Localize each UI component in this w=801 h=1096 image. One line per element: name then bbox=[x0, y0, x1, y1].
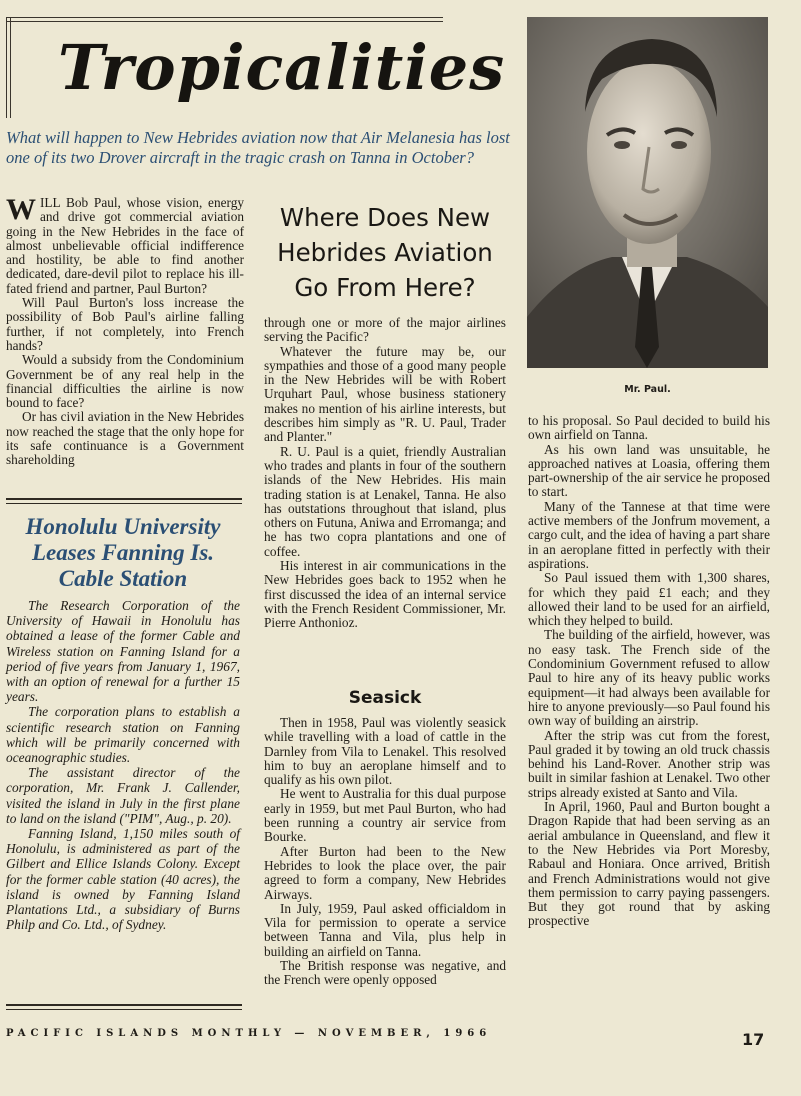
drop-cap: W bbox=[6, 193, 36, 226]
paragraph: ILL Bob Paul, whose vision, energy and drive got commercial aviation going in the New Hebrides in the face of almost unbelievable official indifference and hostility, be able to find another dedicated, dare-devil pilot to replace his ill-fated friend and partner, Paul Burton? bbox=[6, 195, 244, 296]
paragraph: So Paul issued them with 1,300 shares, for which they paid £1 each; and they allowed their land to be used for an airfield, which they helped to build. bbox=[528, 570, 770, 629]
column-3-article bbox=[528, 414, 770, 929]
masthead-rule-left bbox=[6, 17, 11, 118]
paragraph: His interest in air communications in the New Hebrides goes back to 1952 when he first discussed the idea of an internal service with the French Resident Commissioner, Mr. Pierre Anthonioz. bbox=[264, 558, 506, 631]
intro-deck: What will happen to New Hebrides aviation now that Air Melanesia has lost one of its two Drover aircraft in the tragic crash on Tanna in October? bbox=[6, 128, 510, 167]
column-1-article bbox=[6, 193, 244, 468]
section-rule bbox=[6, 1004, 242, 1010]
paragraph: After the strip was cut from the forest, Paul graded it by towing an old truck chassis behind his Land-Rover. Another strip was built in similar fashion at Lenakel. Two other strips already existed at Santo and Vila. bbox=[528, 727, 770, 800]
paragraph: to his proposal. So Paul decided to build his own airfield on Tanna. bbox=[528, 413, 770, 443]
paragraph: Many of the Tannese at that time were active members of the Jonfrum movement, a cargo cult, and the idea of having a part share in an aeroplane fitted in perfectly with their aspirations. bbox=[528, 498, 770, 571]
paragraph: The British response was negative, and the French were openly opposed bbox=[264, 958, 506, 988]
portrait-photo bbox=[527, 17, 768, 368]
paragraph: In July, 1959, Paul asked officialdom in Vila for permission to operate a service between Tanna and Vila, plus help in building an airfield on Tanna. bbox=[264, 900, 506, 959]
photo-caption: Mr. Paul. bbox=[624, 384, 671, 395]
paragraph: As his own land was unsuitable, he approached natives at Loasia, offering them part-ownership of the air service he proposed to start. bbox=[528, 441, 770, 500]
sidebar-headline: Honolulu University Leases Fanning Is. Cable Station bbox=[25, 514, 221, 591]
paragraph: The corporation plans to establish a scientific research station on Fanning which will be primarily concerned with oceanographic studies. bbox=[6, 704, 240, 766]
paragraph: through one or more of the major airlines serving the Pacific? bbox=[264, 315, 506, 345]
column-2-continued bbox=[264, 716, 506, 988]
honolulu-sidebar bbox=[6, 514, 240, 932]
page-footer: PACIFIC ISLANDS MONTHLY — NOVEMBER, 1966 bbox=[6, 1028, 492, 1039]
paragraph: Or has civil aviation in the New Hebrides now reached the stage that the only hope for its safe continuance is a Government shareholding bbox=[6, 409, 244, 468]
paragraph: Then in 1958, Paul was violently seasick while travelling with a load of cattle in the Darnley from Vila to Lenakel. This resolved him to buy an aeroplane himself and to qualify as his own pilot. bbox=[264, 715, 506, 788]
sidebar-body bbox=[6, 598, 240, 932]
masthead-title: Tropicalities bbox=[58, 31, 506, 104]
paragraph: The assistant director of the corporation, Mr. Frank J. Callender, visited the island in July in the first plane to land on the island ("PIM", Aug., p. 20). bbox=[6, 765, 240, 826]
column-2-article bbox=[264, 316, 506, 631]
portrait-illustration bbox=[527, 17, 768, 368]
paragraph: Will Paul Burton's loss increase the possibility of Bob Paul's airline falling further, if not completely, into French hands? bbox=[6, 295, 244, 353]
paragraph: The building of the airfield, however, was no easy task. The French side of the Condominium Government refused to allow Paul to hire any of its heavy public works equipment—it had always been available for hire to anyone previously—so Paul found his own way of building an airstrip. bbox=[528, 627, 770, 729]
subheading: Seasick bbox=[348, 688, 422, 708]
paragraph: Would a subsidy from the Condominium Government be of any real help in the financial difficulties the airline is now bound to face? bbox=[6, 352, 244, 411]
paragraph: After Burton had been to the New Hebrides to look the place over, the pair agreed to form a company, New Hebrides Airways. bbox=[264, 843, 506, 902]
paragraph: He went to Australia for this dual purpose early in 1959, but met Paul Burton, who had been running a country air service from Bourke. bbox=[264, 786, 506, 845]
page-number: 17 bbox=[742, 1030, 765, 1049]
article-headline: Where Does New Hebrides Aviation Go From Here? bbox=[277, 203, 493, 302]
paragraph: R. U. Paul is a quiet, friendly Australian who trades and plants in four of the southern islands of the New Hebrides. His main trading station is at Lenakel, Tanna. He also has outstations throughout that island, plus others on Futuna, Aniwa and Erromanga; and he has two copra plantations and one of coffee. bbox=[264, 443, 506, 559]
paragraph: Whatever the future may be, our sympathies and those of a good many people in the New Hebrides will be with Robert Urquhart Paul, whose business stationery makes no mention of his airline interests, but describes him simply as "R. U. Paul, Trader and Planter." bbox=[264, 343, 506, 445]
paragraph: Fanning Island, 1,150 miles south of Honolulu, is administered as part of the Gilbert and Ellice Islands Colony. Except for the former cable station (40 acres), the island is owned by Fanning Island Plantations Ltd., a subsidiary of Burns Philp and Co. Ltd., of Sydney. bbox=[6, 826, 240, 933]
paragraph: The Research Corporation of the University of Hawaii in Honolulu has obtained a lease of the former Cable and Wireless station on Fanning Island for a period of five years from January 1, 1967, with an option of renewal for a further 15 years. bbox=[6, 598, 240, 705]
section-rule bbox=[6, 498, 242, 504]
paragraph: In April, 1960, Paul and Burton bought a Dragon Rapide that had been serving as an aerial ambulance in Queensland, and flew it to the New Hebrides via Port Moresby, Rabaul and Honiara. Once arrived, British and French Administrations would not give them permission to carry paying passengers. But they got round that by asking prospective bbox=[528, 799, 770, 929]
